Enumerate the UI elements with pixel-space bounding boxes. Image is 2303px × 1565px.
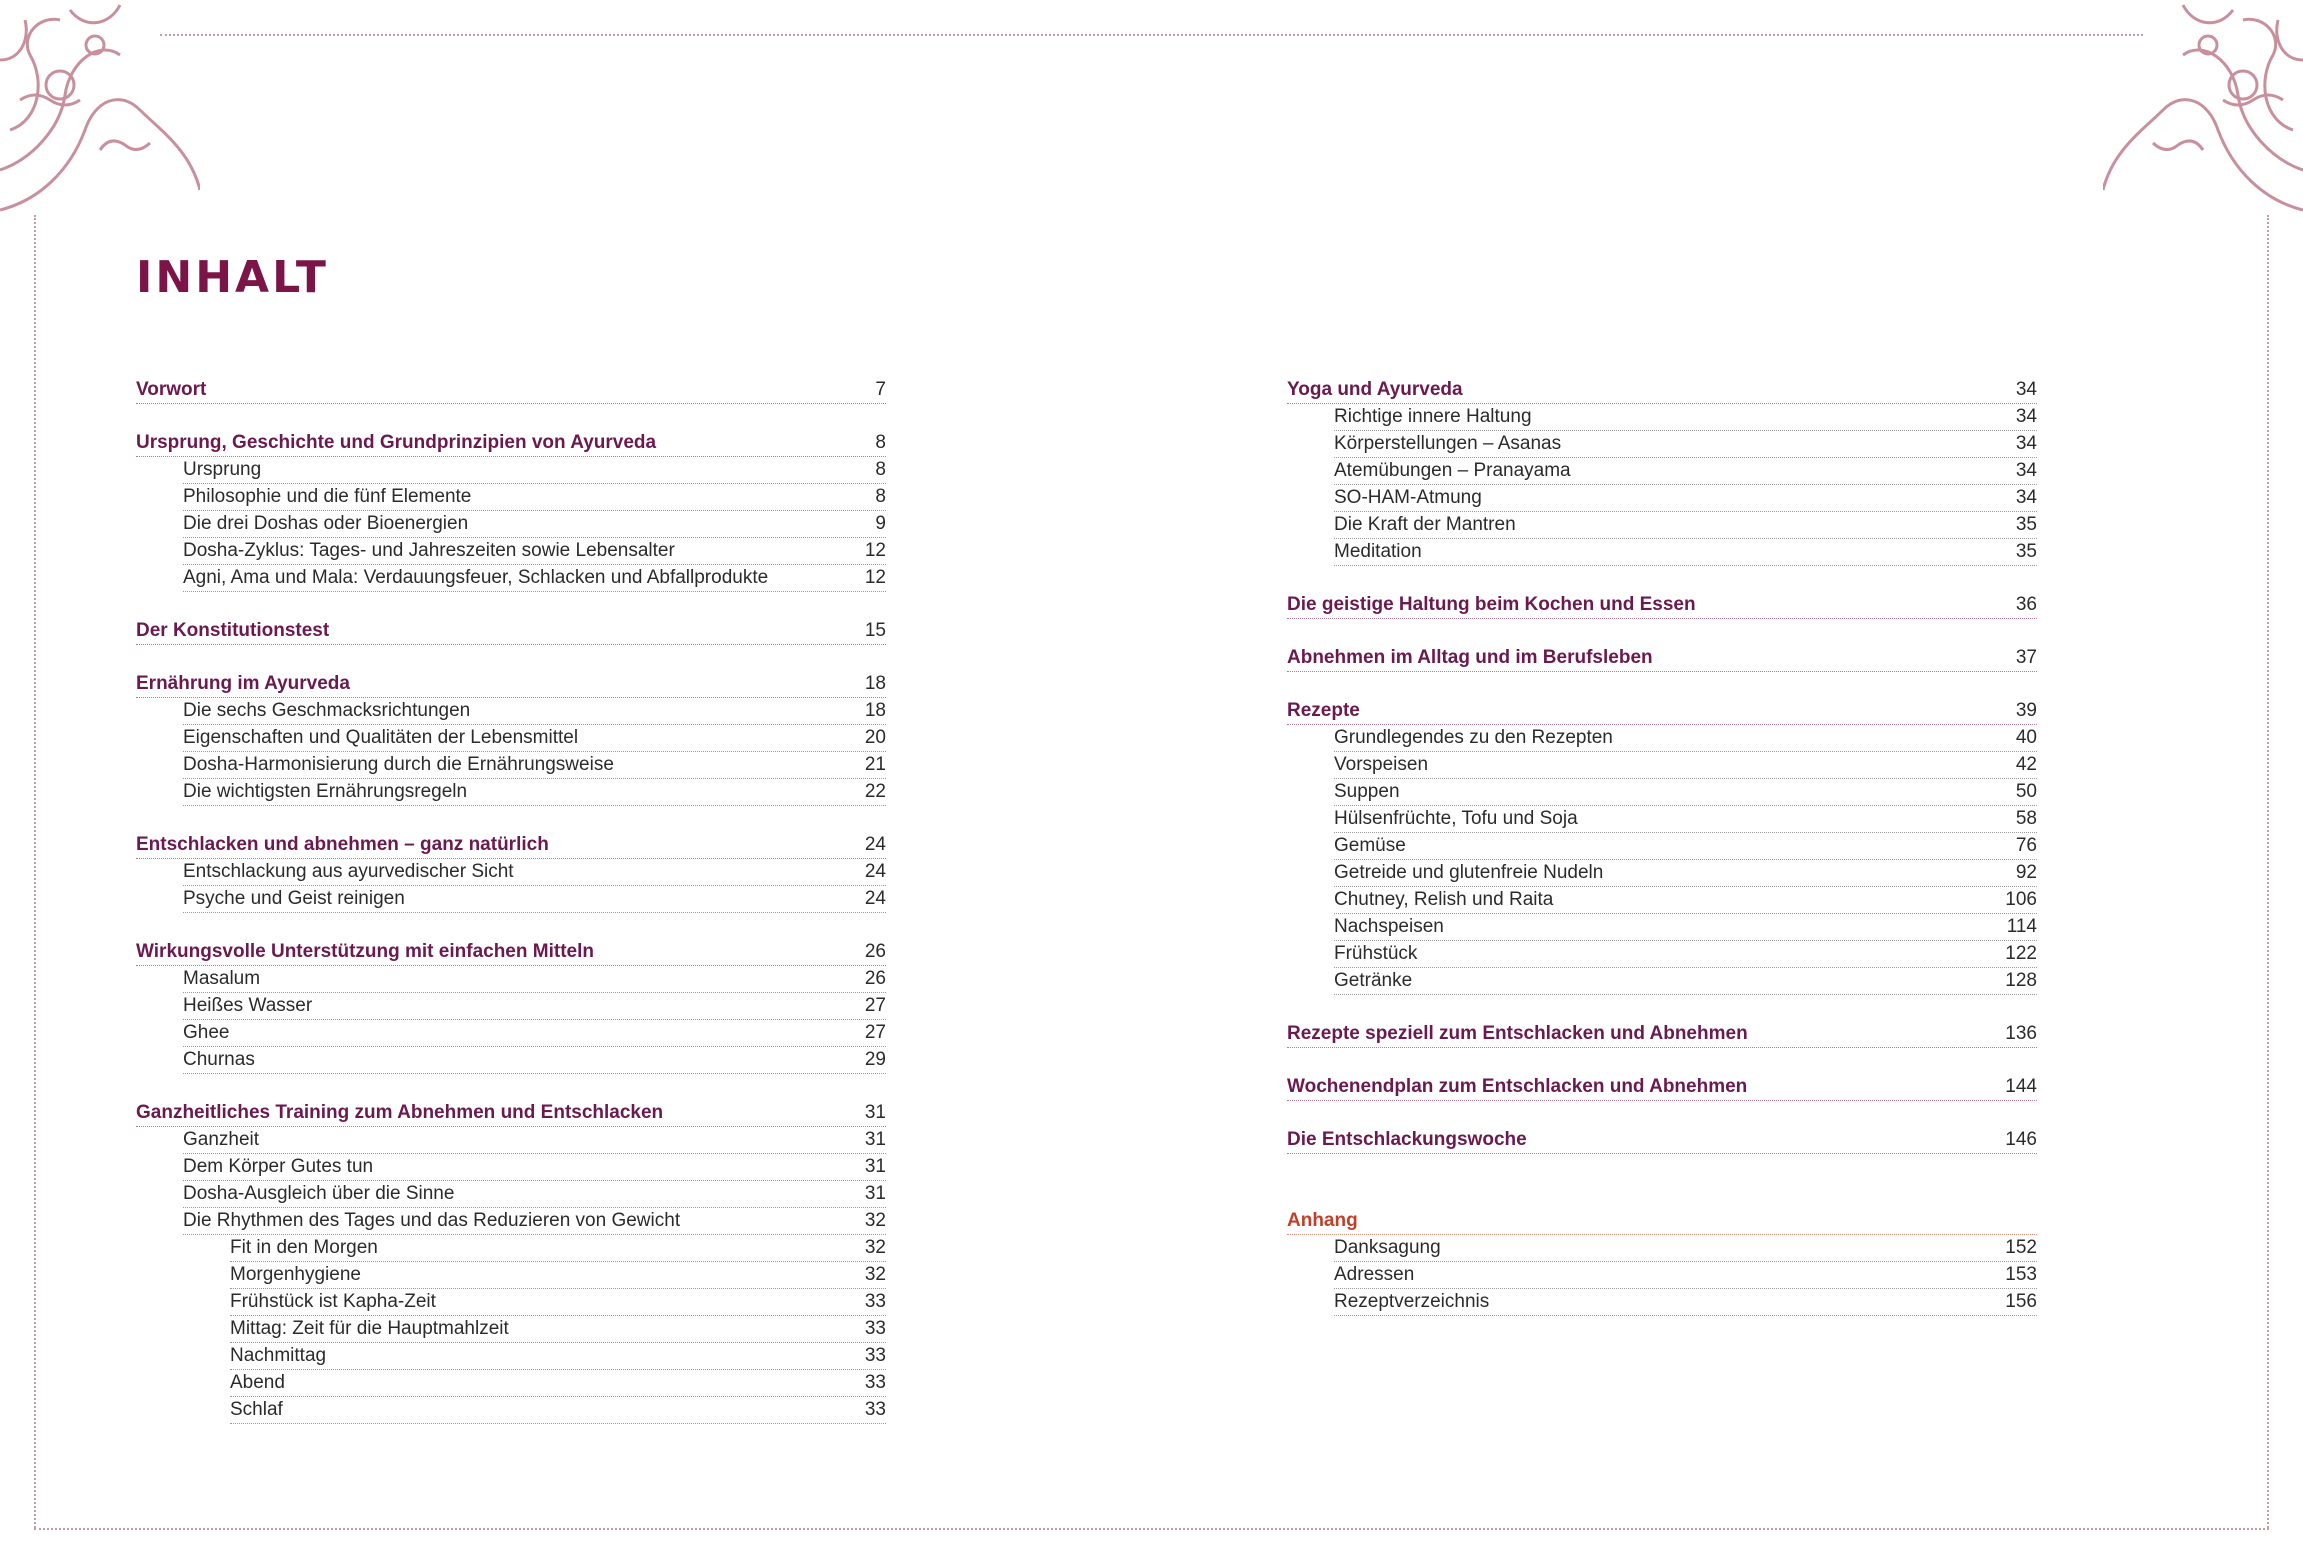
toc-item-die-rhythmen-des-tages-und-das-reduzieren-von-gewicht[interactable] [183,1208,886,1235]
toc-entry-page: 76 [2015,835,2037,856]
toc-item-dosha-ausgleich-ueber-die-sinne[interactable] [183,1181,886,1208]
toc-entry-title: Ganzheitliches Training zum Abnehmen und Entschlacken [136,1102,664,1123]
toc-entry-page: 50 [2015,781,2037,802]
toc-item-die-sechs-geschmacksrichtungen[interactable] [183,698,886,725]
toc-item-entschlackung-aus-ayurvedischer-sicht[interactable] [183,859,886,886]
toc-item-morgenhygiene[interactable] [230,1262,886,1289]
toc-entry-page: 24 [864,861,886,882]
toc-entry-page: 9 [875,513,886,534]
frame-left-border [34,215,36,1528]
toc-item-vorspeisen[interactable] [1334,752,2037,779]
toc-entry-page: 32 [864,1210,886,1231]
toc-section-entschlacken-und-abnehmen-ganz-natuerlich [136,832,886,913]
toc-item-fit-in-den-morgen[interactable] [230,1235,886,1262]
toc-entry-page: 32 [864,1264,886,1285]
toc-item-dem-koerper-gutes-tun[interactable] [183,1154,886,1181]
toc-entry-page: 36 [2015,594,2037,615]
toc-right-column [1287,377,2037,1342]
toc-entry-page: 21 [864,754,886,775]
toc-section-die-geistige-haltung-beim-kochen-und-essen [1287,592,2037,619]
toc-entry-page: 29 [864,1049,886,1070]
toc-entry-page: 156 [2005,1291,2037,1312]
toc-entry-title: Getränke [1334,970,1413,991]
toc-item-getreide-und-glutenfreie-nudeln[interactable] [1334,860,2037,887]
toc-entry-title: Ganzheit [183,1129,260,1150]
toc-item-dosha-zyklus-tages-und-jahreszeiten-sowie-lebensalter[interactable] [183,538,886,565]
toc-entry-title: Schlaf [230,1399,283,1420]
toc-entry-title: Masalum [183,968,261,989]
toc-entry-title: Psyche und Geist reinigen [183,888,405,909]
toc-heading-ganzheitliches-training-zum-abnehmen-und-entschlacken[interactable] [136,1100,886,1127]
toc-entry-title: Atemübungen – Pranayama [1334,460,1571,481]
toc-entry-page: 37 [2015,647,2037,668]
toc-item-die-drei-doshas-oder-bioenergien[interactable] [183,511,886,538]
toc-item-mittag-zeit-fuer-die-hauptmahlzeit[interactable] [230,1316,886,1343]
toc-entry-title: Rezepte [1287,700,1360,721]
toc-entry-title: Suppen [1334,781,1400,802]
toc-heading-der-konstitutionstest[interactable] [136,618,886,645]
toc-heading-anhang[interactable] [1287,1208,2037,1235]
toc-entry-page: 22 [864,781,886,802]
toc-section-ursprung-geschichte-und-grundprinzipien-von-ayurveda [136,430,886,592]
toc-entry-page: 26 [864,941,886,962]
toc-item-rezeptverzeichnis[interactable] [1334,1289,2037,1316]
toc-entry-page: 24 [864,834,886,855]
page-title: INHALT [136,252,329,303]
toc-heading-yoga-und-ayurveda[interactable] [1287,377,2037,404]
toc-item-ursprung[interactable] [183,457,886,484]
toc-entry-page: 8 [875,486,886,507]
toc-entry-title: Churnas [183,1049,255,1070]
toc-item-gemuese[interactable] [1334,833,2037,860]
toc-entry-title: Dosha-Zyklus: Tages- und Jahreszeiten sowie Lebensalter [183,540,675,561]
toc-entry-page: 40 [2015,727,2037,748]
toc-section-wochenendplan-zum-entschlacken-und-abnehmen [1287,1074,2037,1101]
toc-entry-page: 33 [864,1291,886,1312]
toc-entry-page: 18 [864,700,886,721]
toc-entry-title: Die Entschlackungswoche [1287,1129,1527,1150]
toc-entry-page: 34 [2015,406,2037,427]
toc-section-die-entschlackungswoche [1287,1127,2037,1154]
toc-item-ghee[interactable] [183,1020,886,1047]
toc-item-masalum[interactable] [183,966,886,993]
toc-entry-page: 35 [2015,541,2037,562]
toc-heading-rezepte[interactable] [1287,698,2037,725]
toc-entry-title: Mittag: Zeit für die Hauptmahlzeit [230,1318,509,1339]
toc-entry-page: 18 [864,673,886,694]
toc-heading-rezepte-speziell-zum-entschlacken-und-abnehmen[interactable] [1287,1021,2037,1048]
toc-left-column [136,377,886,1450]
toc-entry-title: Meditation [1334,541,1422,562]
toc-entry-page: 144 [2005,1076,2037,1097]
toc-entry-title: Körperstellungen – Asanas [1334,433,1562,454]
toc-section-anhang [1287,1208,2037,1316]
toc-item-ganzheit[interactable] [183,1127,886,1154]
toc-item-fruehstueck-ist-kapha-zeit[interactable] [230,1289,886,1316]
toc-item-nachmittag[interactable] [230,1343,886,1370]
toc-entry-page: 128 [2005,970,2037,991]
frame-bottom-border [34,1528,2269,1530]
toc-item-abend[interactable] [230,1370,886,1397]
toc-item-agni-ama-und-mala-verdauungsfeuer-schlacken-und-abfallprodukte[interactable] [183,565,886,592]
toc-item-atemuebungen-pranayama[interactable] [1334,458,2037,485]
toc-section-der-konstitutionstest [136,618,886,645]
toc-entry-title: Yoga und Ayurveda [1287,379,1463,400]
toc-section-wirkungsvolle-unterstuetzung-mit-einfachen-mitteln [136,939,886,1074]
toc-entry-title: Die Rhythmen des Tages und das Reduzieren von Gewicht [183,1210,681,1231]
toc-section-vorwort [136,377,886,404]
toc-entry-title: Frühstück [1334,943,1418,964]
toc-entry-title: Der Konstitutionstest [136,620,330,641]
toc-entry-title: Die geistige Haltung beim Kochen und Essen [1287,594,1696,615]
toc-section-ganzheitliches-training-zum-abnehmen-und-entschlacken [136,1100,886,1424]
ornament-corner-right [2103,0,2303,215]
toc-entry-page: 33 [864,1345,886,1366]
toc-item-psyche-und-geist-reinigen[interactable] [183,886,886,913]
toc-item-danksagung[interactable] [1334,1235,2037,1262]
toc-entry-title: Grundlegendes zu den Rezepten [1334,727,1613,748]
toc-heading-ernaehrung-im-ayurveda[interactable] [136,671,886,698]
toc-entry-page: 114 [2006,916,2037,937]
toc-entry-title: Ursprung, Geschichte und Grundprinzipien von Ayurveda [136,432,657,453]
toc-item-die-kraft-der-mantren[interactable] [1334,512,2037,539]
toc-item-adressen[interactable] [1334,1262,2037,1289]
toc-entry-page: 34 [2015,487,2037,508]
toc-entry-page: 33 [864,1372,886,1393]
ornament-corner-left [0,0,200,215]
toc-item-huelsenfruechte-tofu-und-soja[interactable] [1334,806,2037,833]
toc-entry-title: Entschlackung aus ayurvedischer Sicht [183,861,514,882]
toc-entry-title: Wochenendplan zum Entschlacken und Abnehmen [1287,1076,1748,1097]
toc-entry-page: 42 [2015,754,2037,775]
toc-entry-title: Chutney, Relish und Raita [1334,889,1554,910]
toc-entry-title: Die drei Doshas oder Bioenergien [183,513,469,534]
toc-entry-title: Ernährung im Ayurveda [136,673,350,694]
toc-entry-title: Heißes Wasser [183,995,313,1016]
toc-entry-page: 35 [2015,514,2037,535]
toc-entry-title: Dem Körper Gutes tun [183,1156,374,1177]
toc-entry-title: Die sechs Geschmacksrichtungen [183,700,471,721]
toc-entry-page: 153 [2005,1264,2037,1285]
toc-entry-page: 31 [864,1102,886,1123]
toc-section-yoga-und-ayurveda [1287,377,2037,566]
toc-entry-page: 33 [864,1399,886,1420]
toc-item-dosha-harmonisierung-durch-die-ernaehrungsweise[interactable] [183,752,886,779]
toc-entry-title: Morgenhygiene [230,1264,361,1285]
toc-entry-page: 92 [2015,862,2037,883]
toc-entry-page: 34 [2015,460,2037,481]
toc-item-richtige-innere-haltung[interactable] [1334,404,2037,431]
toc-entry-title: Dosha-Harmonisierung durch die Ernährungsweise [183,754,614,775]
toc-entry-page: 58 [2015,808,2037,829]
toc-item-die-wichtigsten-ernaehrungsregeln[interactable] [183,779,886,806]
toc-entry-title: Eigenschaften und Qualitäten der Lebensmittel [183,727,579,748]
toc-entry-title: Getreide und glutenfreie Nudeln [1334,862,1604,883]
toc-entry-page: 31 [864,1129,886,1150]
toc-entry-page: 33 [864,1318,886,1339]
toc-item-schlaf[interactable] [230,1397,886,1424]
toc-entry-title: Nachspeisen [1334,916,1444,937]
toc-entry-page: 31 [864,1156,886,1177]
toc-entry-title: Hülsenfrüchte, Tofu und Soja [1334,808,1578,829]
toc-item-eigenschaften-und-qualitaeten-der-lebensmittel[interactable] [183,725,886,752]
toc-entry-page: 146 [2005,1129,2037,1150]
toc-entry-title: Entschlacken und abnehmen – ganz natürlich [136,834,549,855]
toc-item-heisses-wasser[interactable] [183,993,886,1020]
toc-item-chutney-relish-und-raita[interactable] [1334,887,2037,914]
frame-top-border [160,34,2143,36]
toc-heading-die-entschlackungswoche[interactable] [1287,1127,2037,1154]
toc-entry-title: Anhang [1287,1210,1358,1231]
toc-item-meditation[interactable] [1334,539,2037,566]
toc-entry-page: 136 [2005,1023,2037,1044]
toc-entry-page: 15 [864,620,886,641]
toc-entry-title: Ghee [183,1022,230,1043]
toc-item-grundlegendes-zu-den-rezepten[interactable] [1334,725,2037,752]
toc-item-so-ham-atmung[interactable] [1334,485,2037,512]
toc-entry-title: Rezeptverzeichnis [1334,1291,1490,1312]
toc-entry-title: Vorspeisen [1334,754,1429,775]
toc-entry-page: 122 [2005,943,2037,964]
toc-entry-page: 24 [864,888,886,909]
toc-entry-title: Dosha-Ausgleich über die Sinne [183,1183,455,1204]
toc-entry-title: Frühstück ist Kapha-Zeit [230,1291,436,1312]
toc-entry-title: Abnehmen im Alltag und im Berufsleben [1287,647,1653,668]
toc-entry-page: 12 [864,540,886,561]
toc-entry-page: 152 [2005,1237,2037,1258]
toc-entry-title: Die wichtigsten Ernährungsregeln [183,781,468,802]
toc-entry-title: Philosophie und die fünf Elemente [183,486,472,507]
toc-entry-title: Rezepte speziell zum Entschlacken und Abnehmen [1287,1023,1748,1044]
toc-heading-wirkungsvolle-unterstuetzung-mit-einfachen-mitteln[interactable] [136,939,886,966]
toc-heading-die-geistige-haltung-beim-kochen-und-essen[interactable] [1287,592,2037,619]
toc-entry-title: Die Kraft der Mantren [1334,514,1516,535]
toc-entry-page: 7 [875,379,886,400]
toc-entry-page: 8 [875,432,886,453]
toc-entry-title: Nachmittag [230,1345,327,1366]
toc-entry-title: SO-HAM-Atmung [1334,487,1482,508]
toc-item-fruehstueck[interactable] [1334,941,2037,968]
toc-heading-ursprung-geschichte-und-grundprinzipien-von-ayurveda[interactable] [136,430,886,457]
toc-section-abnehmen-im-alltag-und-im-berufsleben [1287,645,2037,672]
frame-right-border [2267,215,2269,1528]
toc-entry-title: Ursprung [183,459,262,480]
toc-entry-page: 106 [2005,889,2037,910]
toc-entry-page: 34 [2015,379,2037,400]
toc-item-getraenke[interactable] [1334,968,2037,995]
toc-entry-page: 31 [864,1183,886,1204]
toc-heading-wochenendplan-zum-entschlacken-und-abnehmen[interactable] [1287,1074,2037,1101]
toc-entry-title: Adressen [1334,1264,1415,1285]
toc-section-ernaehrung-im-ayurveda [136,671,886,806]
toc-entry-title: Fit in den Morgen [230,1237,378,1258]
toc-entry-title: Richtige innere Haltung [1334,406,1532,427]
toc-entry-title: Wirkungsvolle Unterstützung mit einfachen Mitteln [136,941,594,962]
toc-section-rezepte-speziell-zum-entschlacken-und-abnehmen [1287,1021,2037,1048]
toc-item-suppen[interactable] [1334,779,2037,806]
toc-heading-entschlacken-und-abnehmen-ganz-natuerlich[interactable] [136,832,886,859]
toc-entry-page: 32 [864,1237,886,1258]
toc-entry-page: 39 [2015,700,2037,721]
toc-item-churnas[interactable] [183,1047,886,1074]
toc-entry-title: Agni, Ama und Mala: Verdauungsfeuer, Schlacken und Abfallprodukte [183,567,769,588]
toc-entry-title: Abend [230,1372,285,1393]
toc-item-nachspeisen[interactable] [1334,914,2037,941]
toc-entry-title: Vorwort [136,379,207,400]
toc-item-koerperstellungen-asanas[interactable] [1334,431,2037,458]
toc-entry-page: 20 [864,727,886,748]
toc-heading-vorwort[interactable] [136,377,886,404]
toc-entry-page: 8 [875,459,886,480]
toc-entry-page: 34 [2015,433,2037,454]
toc-entry-title: Danksagung [1334,1237,1441,1258]
toc-entry-page: 27 [864,1022,886,1043]
toc-entry-page: 12 [864,567,886,588]
toc-item-philosophie-und-die-fuenf-elemente[interactable] [183,484,886,511]
toc-section-rezepte [1287,698,2037,995]
toc-entry-page: 26 [864,968,886,989]
toc-entry-page: 27 [864,995,886,1016]
toc-entry-title: Gemüse [1334,835,1406,856]
toc-heading-abnehmen-im-alltag-und-im-berufsleben[interactable] [1287,645,2037,672]
